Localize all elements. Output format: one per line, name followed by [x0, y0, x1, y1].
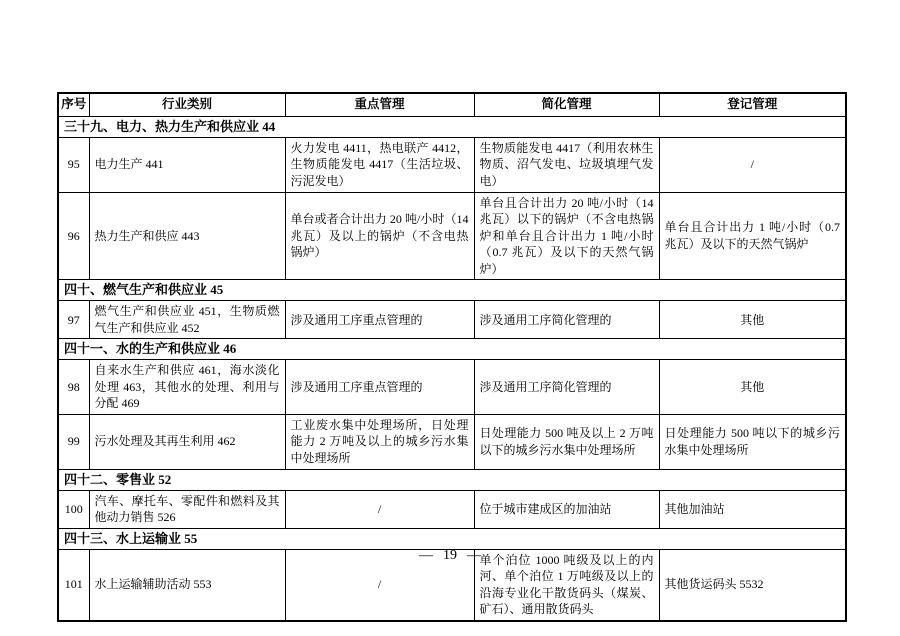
cell-key-management: 涉及通用工序重点管理的 — [285, 301, 474, 339]
cell-industry-category: 水上运输辅助活动 553 — [89, 549, 285, 621]
cell-index: 101 — [58, 549, 89, 621]
cell-simplified-management: 日处理能力 500 吨及以上 2 万吨以下的城乡污水集中处理场所 — [474, 414, 659, 469]
section-label: 四十、燃气生产和供应业 45 — [58, 280, 846, 301]
section-row — [58, 528, 846, 549]
cell-industry-category: 汽车、摩托车、零配件和燃料及其他动力销售 526 — [89, 490, 285, 528]
cell-registration-management: 单台且合计出力 1 吨/小时（0.7 兆瓦）及以下的天然气锅炉 — [659, 192, 846, 280]
section-row — [58, 280, 846, 301]
cell-index: 96 — [58, 192, 89, 280]
cell-simplified-management: 涉及通用工序简化管理的 — [474, 360, 659, 415]
footer-dash-right: — — [467, 548, 481, 563]
page-footer — [0, 548, 900, 564]
cell-key-management: / — [285, 549, 474, 621]
cell-simplified-management: 涉及通用工序简化管理的 — [474, 301, 659, 339]
cell-key-management: 火力发电 4411，热电联产 4412，生物质能发电 4417（生活垃圾、污泥发电） — [285, 137, 474, 192]
table-row — [58, 192, 846, 280]
cell-simplified-management: 单台且合计出力 20 吨/小时（14 兆瓦）以下的锅炉（不含电热锅炉和单台且合计出力 1 吨/小时（0.7 兆瓦）及以下的天然气锅炉） — [474, 192, 659, 280]
cell-index: 95 — [58, 137, 89, 192]
cell-key-management: 工业废水集中处理场所，日处理能力 2 万吨及以上的城乡污水集中处理场所 — [285, 414, 474, 469]
cell-registration-management: 日处理能力 500 吨以下的城乡污水集中处理场所 — [659, 414, 846, 469]
header-industry-category: 行业类别 — [89, 93, 285, 117]
cell-index: 98 — [58, 360, 89, 415]
table-row — [58, 360, 846, 415]
cell-registration-management: 其他加油站 — [659, 490, 846, 528]
header-index: 序号 — [58, 93, 89, 117]
table-row — [58, 414, 846, 469]
table-row — [58, 137, 846, 192]
cell-industry-category: 燃气生产和供应业 451，生物质燃气生产和供应业 452 — [89, 301, 285, 339]
pollutant-permit-classification-table — [57, 92, 847, 622]
cell-registration-management: 其他 — [659, 301, 846, 339]
section-row — [58, 339, 846, 360]
section-label: 四十三、水上运输业 55 — [58, 528, 846, 549]
cell-index: 100 — [58, 490, 89, 528]
header-registration-management: 登记管理 — [659, 93, 846, 117]
section-label: 三十九、电力、热力生产和供应业 44 — [58, 117, 846, 138]
table-header-row — [58, 93, 846, 117]
cell-industry-category: 热力生产和供应 443 — [89, 192, 285, 280]
table-row — [58, 301, 846, 339]
header-simplified-management: 简化管理 — [474, 93, 659, 117]
cell-key-management: / — [285, 490, 474, 528]
cell-industry-category: 自来水生产和供应 461，海水淡化处理 463，其他水的处理、利用与分配 469 — [89, 360, 285, 415]
cell-simplified-management: 单个泊位 1000 吨级及以上的内河、单个泊位 1 万吨级及以上的沿海专业化干散货码头（煤炭、矿石）、通用散货码头 — [474, 549, 659, 621]
section-row — [58, 117, 846, 138]
cell-key-management: 涉及通用工序重点管理的 — [285, 360, 474, 415]
cell-industry-category: 电力生产 441 — [89, 137, 285, 192]
cell-index: 99 — [58, 414, 89, 469]
cell-index: 97 — [58, 301, 89, 339]
header-key-management: 重点管理 — [285, 93, 474, 117]
table-row — [58, 490, 846, 528]
cell-registration-management: 其他 — [659, 360, 846, 415]
cell-simplified-management: 位于城市建成区的加油站 — [474, 490, 659, 528]
footer-dash-left: — — [419, 548, 433, 563]
cell-key-management: 单台或者合计出力 20 吨/小时（14 兆瓦）及以上的锅炉（不含电热锅炉） — [285, 192, 474, 280]
section-label: 四十二、零售业 52 — [58, 469, 846, 490]
section-label: 四十一、水的生产和供应业 46 — [58, 339, 846, 360]
cell-registration-management: 其他货运码头 5532 — [659, 549, 846, 621]
section-row — [58, 469, 846, 490]
cell-industry-category: 污水处理及其再生利用 462 — [89, 414, 285, 469]
cell-simplified-management: 生物质能发电 4417（利用农林生物质、沼气发电、垃圾填埋气发电） — [474, 137, 659, 192]
cell-registration-management: / — [659, 137, 846, 192]
page-number: 19 — [443, 548, 457, 563]
